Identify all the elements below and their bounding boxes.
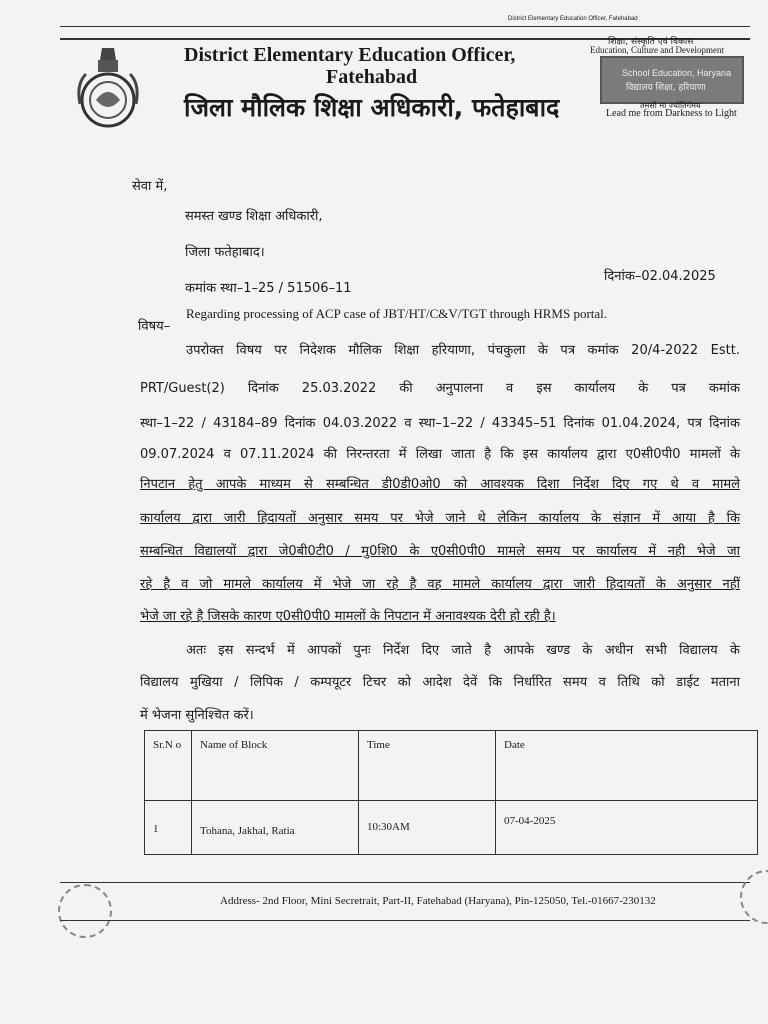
header-sr-no: Sr.N o bbox=[145, 731, 192, 801]
left-seal-icon bbox=[58, 884, 112, 938]
para1-line-6: कार्यालय द्वारा जारी हिदायतों अनुसार समय पर भेजे जाने थे लेकिन कार्यालय के संज्ञान में आया है कि bbox=[140, 511, 740, 526]
para1-line-3: स्था–1–22 / 43184–89 दिनांक 04.03.2022 व स्था–1–22 / 43345–51 दिनांक 01.04.2024, पत्र दिनांक bbox=[140, 416, 740, 431]
haryana-emblem-icon bbox=[72, 44, 144, 130]
para1-line-8: रहे है व जो मामले कार्यालय में भेजे जा रहे है वह मामले कार्यालय द्वारा जारी हिदायतों के अनुसार नहीं bbox=[140, 577, 740, 592]
motto-english: Lead me from Darkness to Light bbox=[606, 108, 737, 119]
tagline-hindi: शिक्षा, संस्कृति एवं विकास bbox=[608, 37, 694, 47]
table-row bbox=[145, 801, 758, 855]
tagline-english: Education, Culture and Development bbox=[590, 45, 724, 55]
salutation: सेवा में, bbox=[132, 179, 168, 194]
table-header-row bbox=[145, 731, 758, 801]
office-title-hindi: जिला मौलिक शिक्षा अधिकारी, फतेहाबाद bbox=[184, 93, 560, 122]
recipient-line-2: जिला फतेहाबाद। bbox=[185, 245, 265, 260]
footer-rule-top bbox=[60, 882, 750, 883]
cell-block-name: Tohana, Jakhal, Ratia bbox=[192, 801, 359, 855]
recipient-line-1: समस्त खण्ड शिक्षा अधिकारी, bbox=[185, 209, 323, 224]
header-date: Date bbox=[496, 731, 758, 801]
right-seal-icon bbox=[740, 870, 768, 924]
subject-label: विषय– bbox=[138, 319, 171, 334]
office-title-english: District Elementary Education Officer, bbox=[184, 44, 516, 66]
para1-line-7: सम्बन्धित विद्यालयों द्वारा जे0बी0टी0 / मु0शि0 के ए0सी0पी0 मामले समय पर कार्यालय में नही भेजे जा bbox=[140, 544, 740, 559]
cell-time: 10:30AM bbox=[359, 801, 496, 855]
top-rule bbox=[60, 26, 750, 27]
cell-date: 07-04-2025 bbox=[496, 801, 758, 855]
para1-line-4: 09.07.2024 व 07.11.2024 की निरन्तरता में लिखा जाता है कि इस कार्यालय द्वारा ए0सी0पी0 मामलों के bbox=[140, 447, 740, 462]
motto-hindi: तमसो मा ज्योतिर्गमय bbox=[640, 101, 701, 110]
office-title-english-city: Fatehabad bbox=[326, 66, 418, 88]
para1-line-2: PRT/Guest(2) दिनांक 25.03.2022 की अनुपालना व इस कार्यालय के पत्र कमांक bbox=[140, 381, 740, 396]
schedule-table bbox=[144, 730, 758, 855]
header-time: Time bbox=[359, 731, 496, 801]
top-note: District Elementary Education Officer, Fatehabad bbox=[508, 16, 638, 22]
cell-sr-no: 1 bbox=[145, 801, 192, 855]
footer-rule-bottom bbox=[60, 920, 750, 921]
reference-number: कमांक स्था–1–25 / 51506–11 bbox=[185, 281, 352, 296]
para2-line-1: अतः इस सन्दर्भ में आपकों पुनः निर्देश दिए जाते है आपके खण्ड के अधीन सभी विद्यालय के bbox=[186, 643, 740, 658]
para2-line-3: में भेजना सुनिश्चित करें। bbox=[140, 708, 254, 723]
footer-address: Address- 2nd Floor, Mini Secretrait, Part-II, Fatehabad (Haryana), Pin-125050, Tel.-01667-230132 bbox=[220, 895, 656, 907]
subject-text: Regarding processing of ACP case of JBT/HT/C&V/TGT through HRMS portal. bbox=[186, 306, 608, 321]
para1-line-9: भेजे जा रहे है जिसके कारण ए0सी0पी0 मामलों के निपटान में अनावश्यक देरी हो रही है। bbox=[140, 609, 556, 624]
para1-line-1: उपरोक्त विषय पर निदेशक मौलिक शिक्षा हरियाणा, पंचकुला के पत्र कमांक 20/4-2022 Estt. bbox=[186, 343, 740, 358]
badge-text-hindi: विद्यालय शिक्षा, हरियाणा bbox=[626, 83, 706, 93]
para1-line-5: निपटान हेतु आपके माध्यम से सम्बन्धित डी0डी0ओ0 को आवश्यक दिशा निर्देश दिए गए थे व मामले bbox=[140, 477, 740, 492]
badge-text-english: School Education, Haryana bbox=[622, 68, 732, 78]
header-block-name: Name of Block bbox=[192, 731, 359, 801]
letter-date: दिनांक–02.04.2025 bbox=[604, 269, 716, 284]
para2-line-2: विद्यालय मुखिया / लिपिक / कम्पयूटर टिचर को आदेश देवें कि निर्धारित समय व तिथि को डाईट मताना bbox=[140, 675, 740, 690]
